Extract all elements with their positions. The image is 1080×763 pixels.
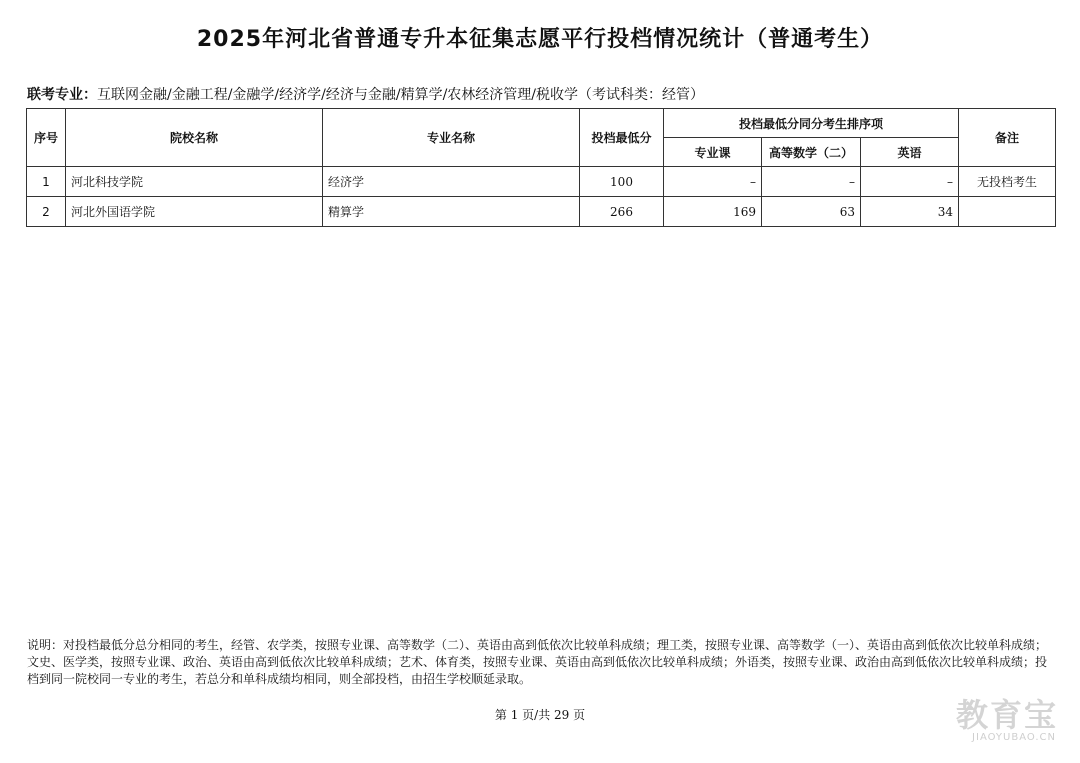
cell-english: 34 <box>861 197 959 227</box>
table-row <box>27 197 1056 227</box>
footnote: 说明：对投档最低分总分相同的考生，经管、农学类，按照专业课、高等数学（二）、英语由高到低依次比较单科成绩；理工类，按照专业课、高等数学（一）、英语由高到低依次比较单科成绩；文史、医学类，按照专业课、政治、英语由高到低依次比较单科成绩；艺术、体育类，按照专业课、英语由高到低依次比较单科成绩；外语类，按照专业课、政治由高到低依次比较单科成绩；投档到同一院校同一专业的考生，若总分和单科成绩均相同，则全部投档，由招生学校顺延录取。 <box>27 638 1048 686</box>
header-tie-group: 投档最低分同分考生排序项 <box>664 109 959 138</box>
cell-min-score: 100 <box>580 167 664 197</box>
header-school: 院校名称 <box>66 109 323 167</box>
watermark-domain: JIAOYUBAO.CN <box>972 732 1056 743</box>
cell-school: 河北科技学院 <box>66 167 323 197</box>
page-number: 第 1 页/共 29 页 <box>494 708 586 722</box>
cell-remark <box>959 197 1056 227</box>
cell-major: 精算学 <box>323 197 580 227</box>
cell-min-score: 266 <box>580 197 664 227</box>
header-major: 专业名称 <box>323 109 580 167</box>
header-row-top <box>27 109 1056 138</box>
subject-line <box>27 84 704 104</box>
watermark-logo <box>918 690 1058 750</box>
cell-math: 63 <box>762 197 861 227</box>
watermark-text: 教育宝 <box>955 696 1058 734</box>
header-english: 英语 <box>861 138 959 167</box>
header-math: 高等数学（二） <box>762 138 861 167</box>
cell-math: – <box>762 167 861 197</box>
header-remark: 备注 <box>959 109 1056 167</box>
cell-major-course: – <box>664 167 762 197</box>
cell-remark: 无投档考生 <box>959 167 1056 197</box>
cell-seq: 2 <box>27 197 66 227</box>
cell-school: 河北外国语学院 <box>66 197 323 227</box>
cell-major: 经济学 <box>323 167 580 197</box>
table-row <box>27 167 1056 197</box>
page-title: 2025年河北省普通专升本征集志愿平行投档情况统计（普通考生） <box>196 27 884 52</box>
header-min-score: 投档最低分 <box>580 109 664 167</box>
subject-value: 互联网金融/金融工程/金融学/经济学/经济与金融/精算学/农林经济管理/税收学（考试科类：经管） <box>97 87 705 103</box>
cell-english: – <box>861 167 959 197</box>
cell-major-course: 169 <box>664 197 762 227</box>
header-major-course: 专业课 <box>664 138 762 167</box>
header-seq: 序号 <box>27 109 66 167</box>
admission-table <box>26 108 1056 227</box>
cell-seq: 1 <box>27 167 66 197</box>
subject-label: 联考专业： <box>27 87 97 103</box>
